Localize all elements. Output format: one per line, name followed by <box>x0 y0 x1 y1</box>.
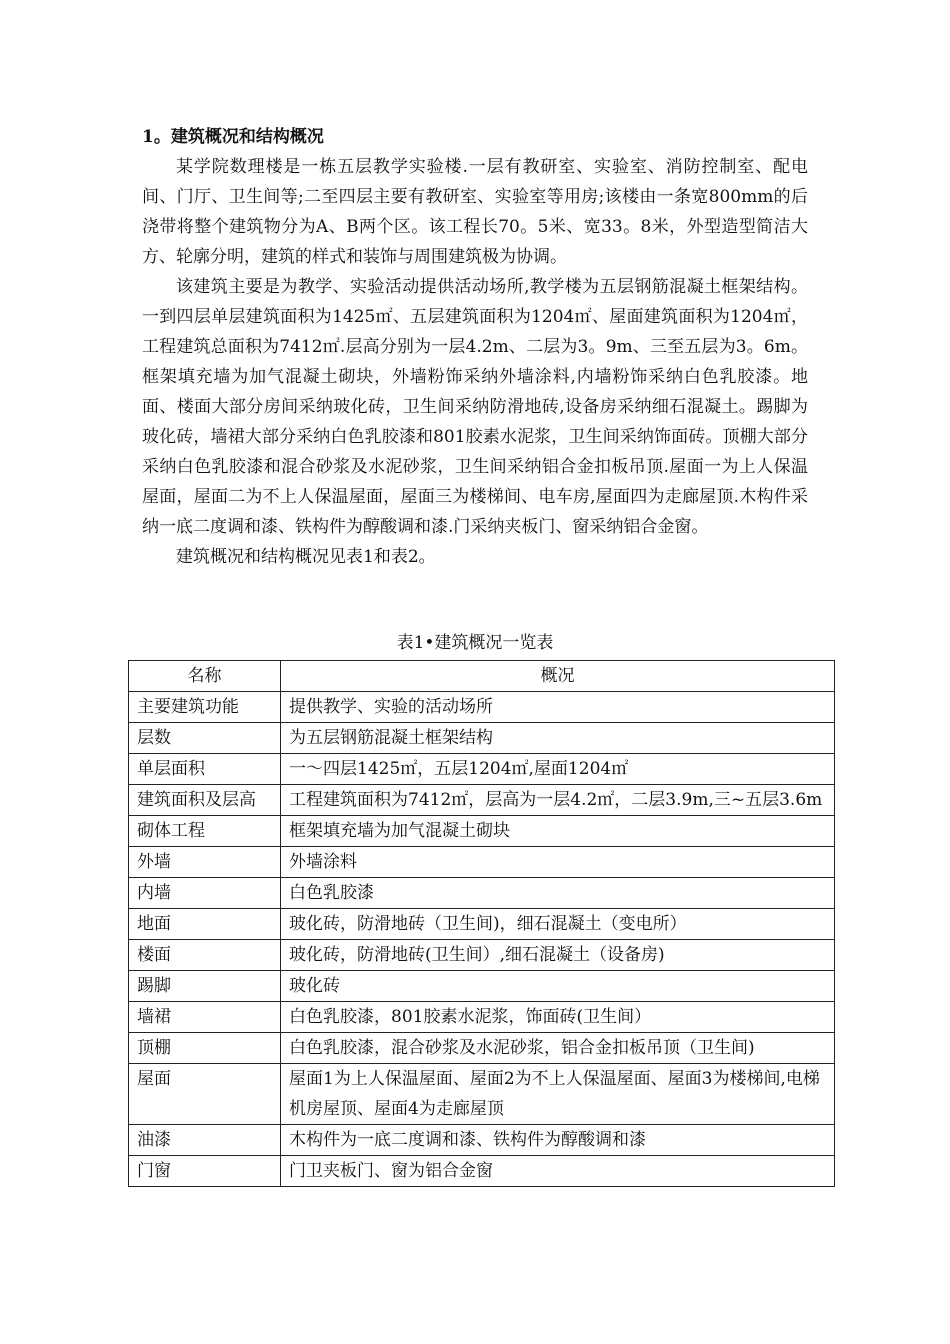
row-value: 为五层钢筋混凝土框架结构 <box>281 723 835 754</box>
table-row <box>129 1064 835 1125</box>
row-label: 层数 <box>129 723 281 754</box>
row-label: 内墙 <box>129 878 281 909</box>
row-label: 屋面 <box>129 1064 281 1125</box>
section-body <box>142 122 808 572</box>
table-row <box>129 785 835 816</box>
row-value: 木构件为一底二度调和漆、铁构件为醇酸调和漆 <box>281 1125 835 1156</box>
row-value: 框架填充墙为加气混凝土砌块 <box>281 816 835 847</box>
row-label: 踢脚 <box>129 971 281 1002</box>
table-row <box>129 692 835 723</box>
row-label: 主要建筑功能 <box>129 692 281 723</box>
row-value: 白色乳胶漆 <box>281 878 835 909</box>
paragraph-reference: 建筑概况和结构概况见表1和表2。 <box>176 547 436 567</box>
table-row <box>129 971 835 1002</box>
table-row <box>129 754 835 785</box>
row-label: 砌体工程 <box>129 816 281 847</box>
section-heading: 1。建筑概况和结构概况 <box>142 127 324 147</box>
row-label: 门窗 <box>129 1156 281 1187</box>
row-value: 门卫夹板门、窗为铝合金窗 <box>281 1156 835 1187</box>
row-label: 外墙 <box>129 847 281 878</box>
table-row <box>129 940 835 971</box>
table-row <box>129 909 835 940</box>
row-value: 白色乳胶漆，801胶素水泥浆，饰面砖(卫生间） <box>281 1002 835 1033</box>
row-label: 顶棚 <box>129 1033 281 1064</box>
row-value: 外墙涂料 <box>281 847 835 878</box>
table-row <box>129 1033 835 1064</box>
table-row <box>129 816 835 847</box>
table-row <box>129 878 835 909</box>
table-row <box>129 1002 835 1033</box>
row-label: 墙裙 <box>129 1002 281 1033</box>
table-row <box>129 1156 835 1187</box>
table-row <box>129 1125 835 1156</box>
paragraph-structure: 该建筑主要是为教学、实验活动提供活动场所,教学楼为五层钢筋混凝土框架结构。一到四层单层建筑面积为1425㎡、五层建筑面积为1204㎡、屋面建筑面积为1204㎡，工程建筑总面积为7412㎡.层高分别为一层4.2m、二层为3。9m、三至五层为3。6m。框架填充墙为加气混凝土砌块，外墙粉饰采纳外墙涂料,内墙粉饰采纳白色乳胶漆。地面、楼面大部分房间采纳玻化砖，卫生间采纳防滑地砖,设备房采纳细石混凝土。踢脚为玻化砖，墙裙大部分采纳白色乳胶漆和801胶素水泥浆，卫生间采纳饰面砖。顶棚大部分采纳白色乳胶漆和混合砂浆及水泥砂浆，卫生间采纳铝合金扣板吊顶.屋面一为上人保温屋面，屋面二为不上人保温屋面，屋面三为楼梯间、电车房,屋面四为走廊屋顶.木构件采纳一底二度调和漆、铁构件为醇酸调和漆.门采纳夹板门、窗采纳铝合金窗。 <box>142 277 808 537</box>
overview-table <box>128 660 835 1187</box>
table-caption: 表1•建筑概况一览表 <box>396 633 554 653</box>
row-value: 玻化砖，防滑地砖（卫生间)，细石混凝土（变电所） <box>281 909 835 940</box>
table-row <box>129 847 835 878</box>
header-name: 名称 <box>129 661 281 692</box>
row-value: 白色乳胶漆，混合砂浆及水泥砂浆，铝合金扣板吊顶（卫生间) <box>281 1033 835 1064</box>
row-label: 地面 <box>129 909 281 940</box>
row-value: 工程建筑面积为7412㎡，层高为一层4.2㎡，二层3.9m,三~五层3.6m <box>281 785 835 816</box>
row-value: 提供教学、实验的活动场所 <box>281 692 835 723</box>
table-row <box>129 723 835 754</box>
row-label: 建筑面积及层高 <box>129 785 281 816</box>
row-label: 楼面 <box>129 940 281 971</box>
paragraph-intro: 某学院数理楼是一栋五层教学实验楼.一层有教研室、实验室、消防控制室、配电间、门厅、卫生间等;二至四层主要有教研室、实验室等用房;该楼由一条宽800mm的后浇带将整个建筑物分为A、B两个区。该工程长70。5米、宽33。8米，外型造型简洁大方、轮廓分明，建筑的样式和装饰与周围建筑极为协调。 <box>142 157 808 267</box>
row-label: 油漆 <box>129 1125 281 1156</box>
table-header-row <box>129 661 835 692</box>
header-overview: 概况 <box>281 661 835 692</box>
row-value: 一～四层1425㎡，五层1204㎡,屋面1204㎡ <box>281 754 835 785</box>
row-label: 单层面积 <box>129 754 281 785</box>
row-value: 玻化砖，防滑地砖(卫生间）,细石混凝土（设备房) <box>281 940 835 971</box>
row-value: 玻化砖 <box>281 971 835 1002</box>
row-value: 屋面1为上人保温屋面、屋面2为不上人保温屋面、屋面3为楼梯间,电梯机房屋顶、屋面4为走廊屋顶 <box>281 1064 835 1125</box>
